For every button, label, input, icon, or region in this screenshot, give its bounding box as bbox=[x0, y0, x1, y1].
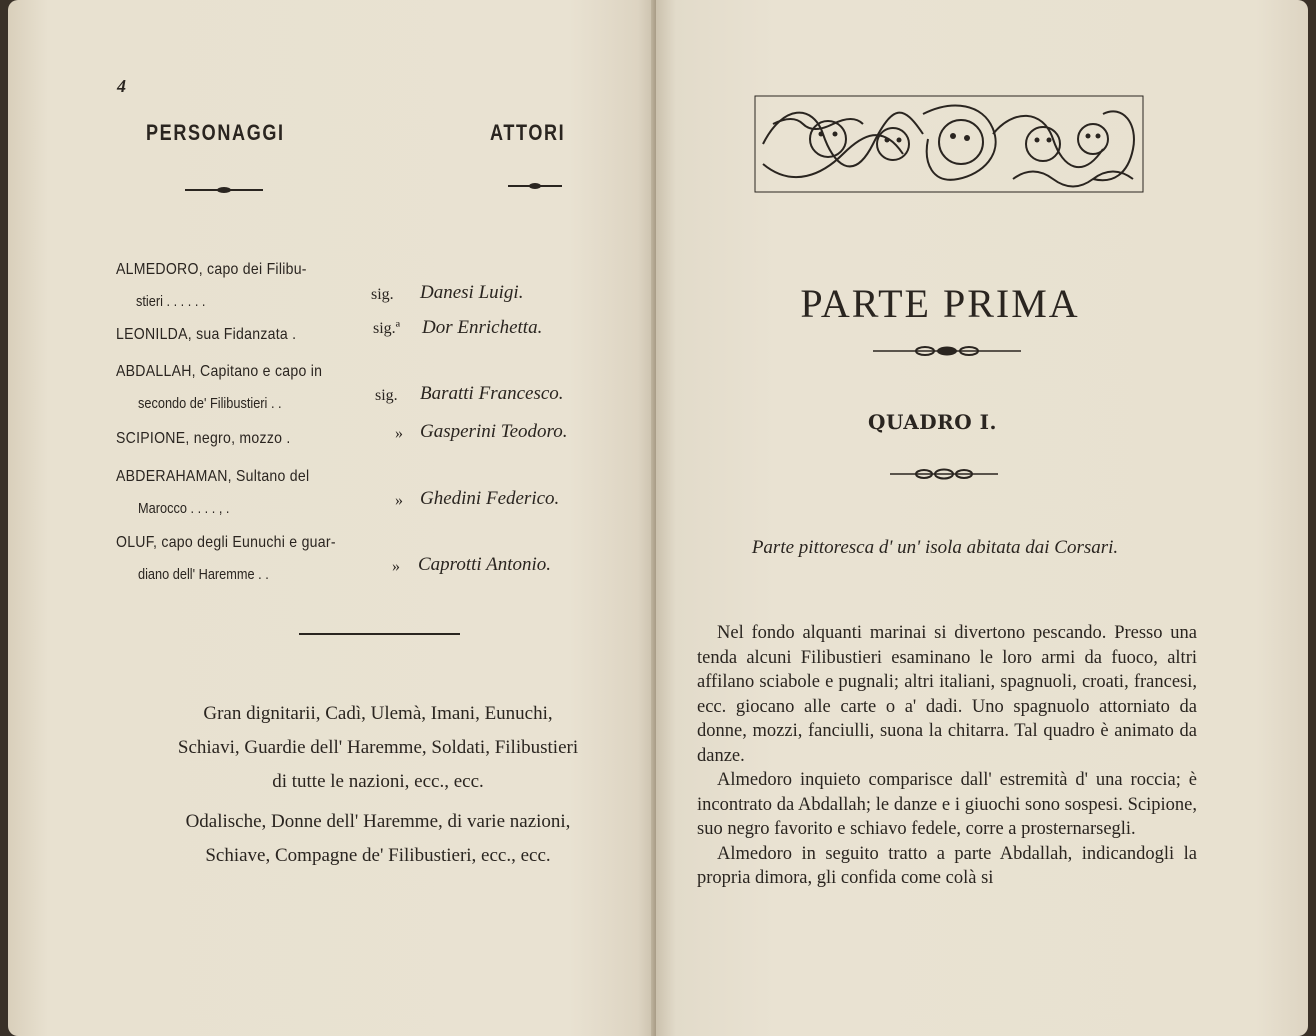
extras-line: Schiavi, Guardie dell' Haremme, Soldati, Filibustieri bbox=[177, 737, 579, 758]
part-title: PARTE PRIMA bbox=[800, 281, 1080, 326]
cast-prefix: sig.ª bbox=[373, 320, 401, 337]
actor-name: Baratti Francesco. bbox=[420, 383, 564, 404]
separator-rule bbox=[299, 633, 460, 635]
scene-title: QUADRO I. bbox=[868, 410, 997, 434]
stage-directions bbox=[697, 621, 1197, 891]
actor-name: Caprotti Antonio. bbox=[418, 554, 552, 575]
cast-row-almedoro: ALMEDORO, capo dei Filibu- stieri . . . . . . bbox=[116, 261, 307, 310]
actor-name: Danesi Luigi. bbox=[420, 282, 524, 303]
cast-prefix: » bbox=[395, 425, 403, 442]
extras-block bbox=[118, 697, 638, 873]
extras-line: di tutte le nazioni, ecc., ecc. bbox=[272, 771, 484, 792]
actor-name: Gasperini Teodoro. bbox=[420, 421, 568, 442]
actors-header: ATTORI bbox=[490, 120, 566, 145]
scene-setting: Parte pittoresca d' un' isola abitata dai Corsari. bbox=[751, 537, 1119, 558]
cast-row-oluf: OLUF, capo degli Eunuchi e guar- diano dell' Haremme . . bbox=[116, 534, 336, 583]
cast-row-scipione: SCIPIONE, negro, mozzo . bbox=[116, 430, 291, 447]
cast-row-abderahaman: ABDERAHAMAN, Sultano del Marocco . . . . , . bbox=[116, 468, 310, 517]
header-ornament-left bbox=[185, 186, 263, 194]
actor-name: Dor Enrichetta. bbox=[422, 317, 543, 338]
scene-ornament bbox=[890, 468, 998, 480]
header-ornament-right bbox=[508, 182, 562, 190]
characters-header: PERSONAGGI bbox=[146, 120, 285, 145]
cast-prefix: sig. bbox=[375, 387, 398, 404]
cast-prefix: » bbox=[392, 558, 400, 575]
cast-row-leonilda: LEONILDA, sua Fidanzata . bbox=[116, 326, 297, 343]
actor-name: Ghedini Federico. bbox=[420, 488, 560, 509]
cast-prefix: » bbox=[395, 492, 403, 509]
extras-line: Odalische, Donne dell' Haremme, di varie nazioni, bbox=[185, 811, 571, 832]
extras-line: Gran dignitarii, Cadì, Ulemà, Imani, Eunuchi, bbox=[203, 703, 553, 724]
page-number: 4 bbox=[117, 76, 126, 96]
cast-row-abdallah: ABDALLAH, Capitano e capo in secondo de' Filibustieri . . bbox=[116, 363, 323, 412]
extras-line: Schiave, Compagne de' Filibustieri, ecc., ecc. bbox=[205, 845, 551, 866]
paragraph: Nel fondo alquanti marinai si divertono pescando. Presso una tenda alcuni Filibustieri esaminano le loro armi da fuoco, altri affilano sciabole e pugnali; altri italiani, spagnuoli, croati, francesi, ecc. giocano alle carte o a' dadi. Uno spagnuolo attorniato da donne, mozzi, fanciulli, suona la chitarra. Tal quadro è animato da danze. bbox=[697, 623, 1197, 766]
paragraph: Almedoro inquieto comparisce dall' estremità d' una roccia; è incontrato da Abdallah; le danze e i giuochi sono sospesi. Scipione, suo negro favorito e schiavo fedele, corre a prosternarsegli. bbox=[697, 770, 1197, 839]
title-ornament bbox=[873, 345, 1021, 357]
paragraph: Almedoro in seguito tratto a parte Abdallah, indicandogli la propria dimora, gli confida come colà si bbox=[697, 843, 1197, 888]
cast-prefix: sig. bbox=[371, 286, 394, 303]
decorative-vignette bbox=[753, 94, 1145, 194]
